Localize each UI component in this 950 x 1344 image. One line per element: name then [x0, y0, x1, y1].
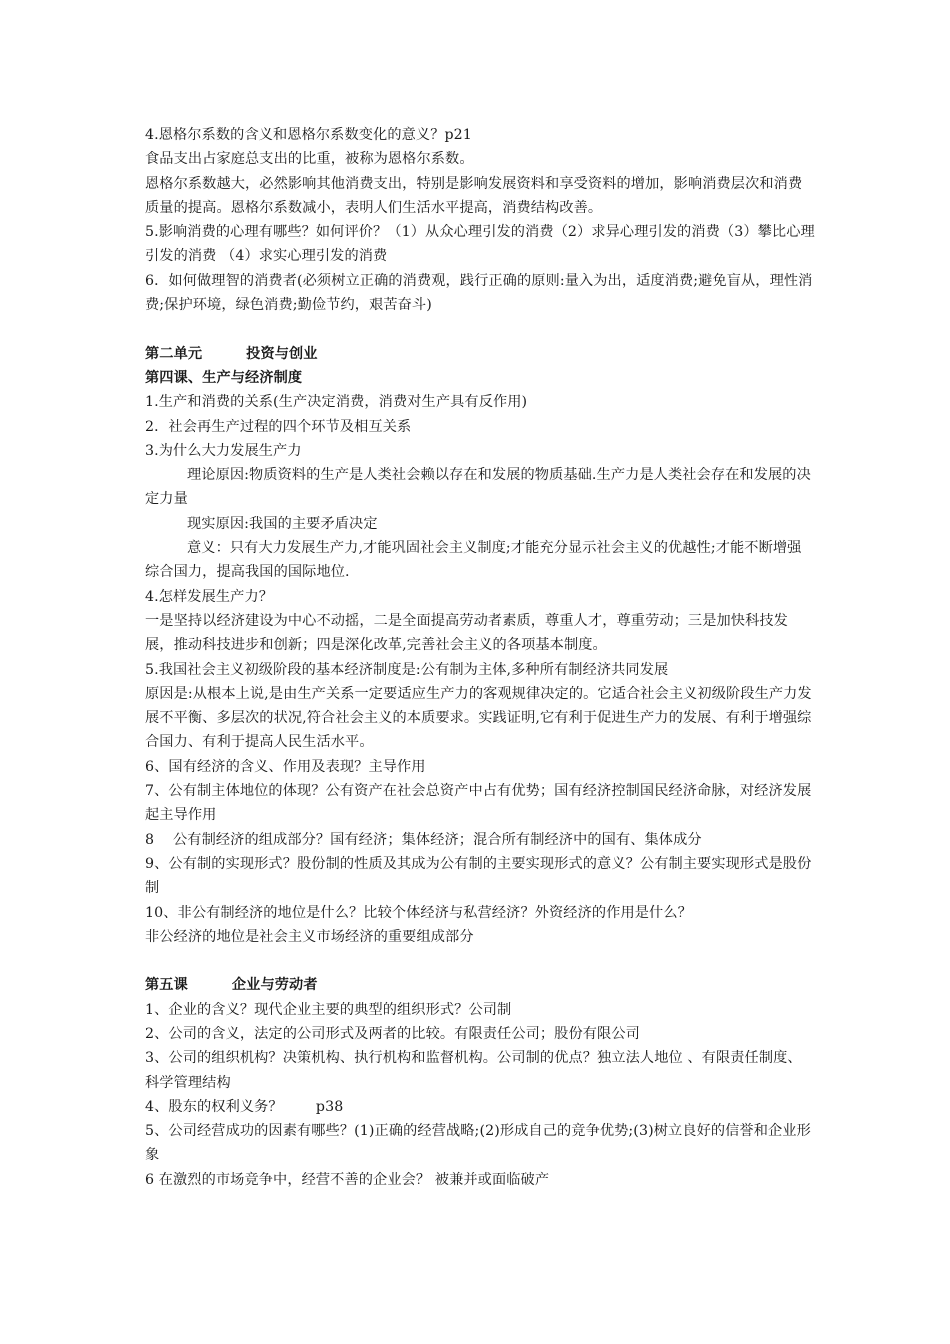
question-consumer-psychology: 5.影响消费的心理有哪些？如何评价？（1）从众心理引发的消费（2）求异心理引发的消费（3）攀比心理引发的消费 （4）求实心理引发的消费: [145, 224, 815, 265]
unit-heading: [145, 342, 815, 366]
answer-reality-reason: 现实原因:我国的主要矛盾决定: [187, 515, 378, 532]
answer-engel-definition: 食品支出占家庭总支出的比重，被称为恩格尔系数。: [145, 151, 474, 168]
question-non-public: 10、非公有制经济的地位是什么？比较个体经济与私营经济？外资经济的作用是什么？: [145, 904, 692, 921]
question-company-structure: 3、公司的组织机构？决策机构、执行机构和监督机构。公司制的优点？独立法人地位 、有限责任制度、科学管理结构: [145, 1050, 802, 1091]
lesson-heading: 第四课、生产与经济制度: [145, 369, 303, 386]
question-production-consumption: 1.生产和消费的关系(生产决定消费，消费对生产具有反作用): [145, 394, 528, 411]
question-bad-management: 6 在激烈的市场竞争中，经营不善的企业会？ 被兼并或面临破产: [145, 1171, 550, 1188]
unit-title: 投资与创业: [246, 345, 318, 362]
lesson5-label: 第五课: [145, 977, 188, 994]
question-how-develop: 4.怎样发展生产力？: [145, 588, 274, 605]
question-develop-productivity: 3.为什么大力发展生产力: [145, 442, 302, 459]
question-basic-economic-system: 5.我国社会主义初级阶段的基本经济制度是:公有制为主体,多种所有制经济共同发展: [145, 661, 669, 678]
question-reproduction-stages: 2．社会再生产过程的四个环节及相互关系: [145, 418, 412, 435]
document-body: [145, 123, 815, 1192]
lesson5-heading: [145, 973, 815, 997]
answer-non-public: 非公经济的地位是社会主义市场经济的重要组成部分: [145, 928, 474, 945]
answer-theory-reason: 理论原因:物质资料的生产是人类社会赖以存在和发展的物质基础.生产力是人类社会存在和发展的决定力量: [145, 467, 811, 508]
question-state-economy: 6、国有经济的含义、作用及表现？主导作用: [145, 758, 426, 775]
answer-significance: 意义：只有大力发展生产力,才能巩固社会主义制度;才能充分显示社会主义的优越性;才能不断增强综合国力，提高我国的国际地位.: [145, 540, 802, 581]
question-success-factors: 5、公司经营成功的因素有哪些？(1)正确的经营战略;(2)形成自己的竞争优势;(3)树立良好的信誉和企业形象: [145, 1123, 811, 1164]
question-public-ownership: 7、公有制主体地位的体现？公有资产在社会总资产中占有优势；国有经济控制国民经济命脉，对经济发展起主导作用: [145, 783, 812, 824]
question-enterprise: 1、企业的含义？现代企业主要的典型的组织形式？公司制: [145, 1001, 512, 1018]
answer-engel-meaning: 恩格尔系数越大，必然影响其他消费支出，特别是影响发展资料和享受资料的增加，影响消费层次和消费质量的提高。恩格尔系数减小，表明人们生活水平提高，消费结构改善。: [145, 175, 803, 216]
question-public-components: 8 公有制经济的组成部分？国有经济；集体经济；混合所有制经济中的国有、集体成分: [145, 831, 702, 848]
section-gap: [145, 317, 815, 341]
lesson5-title: 企业与劳动者: [231, 977, 318, 994]
question-shareholder: 4、股东的权利义务？ p38: [145, 1098, 344, 1115]
question-company-forms: 2、公司的含义，法定的公司形式及两者的比较。有限责任公司；股份有限公司: [145, 1025, 640, 1042]
answer-how-develop: 一是坚持以经济建设为中心不动摇，二是全面提高劳动者素质，尊重人才，尊重劳动；三是加快科技发展，推动科技进步和创新；四是深化改革,完善社会主义的各项基本制度。: [145, 612, 788, 654]
question-rational-consumer: 6．如何做理智的消费者(必须树立正确的消费观，践行正确的原则:量入为出，适度消费;避免盲从，理性消费;保护环境，绿色消费;勤俭节约，艰苦奋斗): [145, 272, 813, 314]
unit-label: 第二单元: [145, 345, 203, 362]
question-engel: 4.恩格尔系数的含义和恩格尔系数变化的意义？p21: [145, 127, 472, 143]
answer-system-reason: 原因是:从根本上说,是由生产关系一定要适应生产力的客观规律决定的。它适合社会主义初级阶段生产力发展不平衡、多层次的状况,符合社会主义的本质要求。实践证明,它有利于促进生产力的发展、有利于增强综合国力、有利于提高人民生活水平。: [145, 685, 812, 751]
section-gap: [145, 949, 815, 973]
question-realization-form: 9、公有制的实现形式？股份制的性质及其成为公有制的主要实现形式的意义？公有制主要实现形式是股份制: [145, 855, 812, 897]
